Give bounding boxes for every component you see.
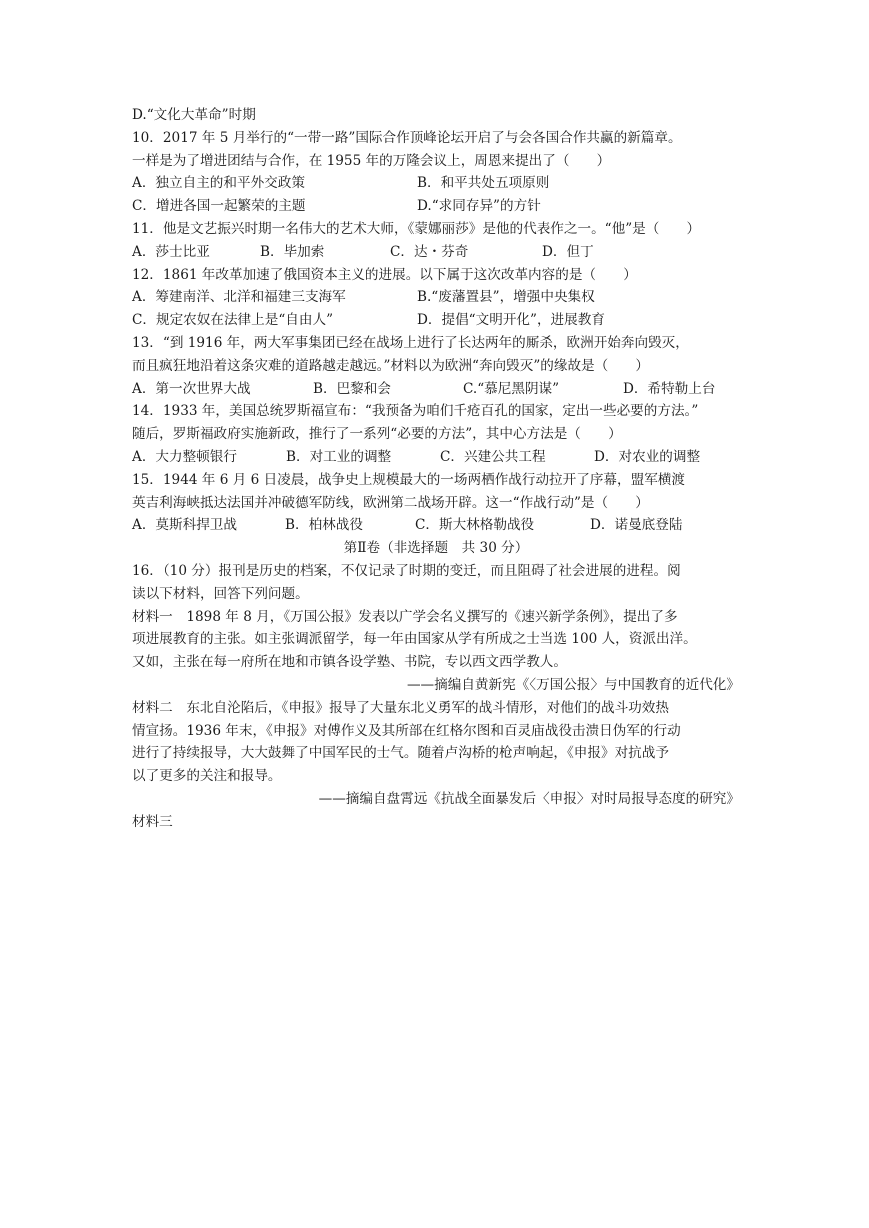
option-b: B.“废藩置县”，增强中央集权 — [417, 289, 595, 306]
material-1-line: 材料一 1898 年 8 月，《万国公报》发表以广学会名义撰写的《速兴新学条例》，提出了多 — [132, 608, 678, 625]
question-12-options-row1 — [132, 286, 740, 309]
option-d: D．但丁 — [542, 243, 594, 260]
option-b: B．和平共处五项原则 — [417, 175, 550, 192]
option-d: D.“求同存异”的方针 — [417, 198, 541, 215]
material-2-source: ——摘编自盘霄远《抗战全面暴发后〈申报〉对时局报导态度的研究》 — [318, 790, 740, 807]
option-b: B．毕加索 — [260, 243, 325, 260]
question-15-text: 15．1944 年 6 月 6 日凌晨，战争史上规模最大的一场两栖作战行动拉开了序幕，盟军横渡 — [132, 471, 685, 488]
question-12-options-row2 — [132, 309, 740, 332]
material-1-source: ——摘编自黄新宪《〈万国公报〉与中国教育的近代化》 — [406, 676, 740, 693]
question-15-text-cont: 英吉利海峡抵达法国并冲破德军防线，欧洲第二战场开辟。这一“作战行动”是（ ） — [132, 494, 649, 511]
option-d: D．诺曼底登陆 — [590, 517, 683, 534]
option-c: C.“慕尼黑阴谋” — [463, 380, 560, 397]
question-10-options-row1 — [132, 172, 740, 195]
question-13-text-cont: 而且疯狂地沿着这条灾难的道路越走越远。”材料以为欧洲“奔向毁灭”的缘故是（ ） — [132, 357, 650, 374]
question-14-options — [132, 446, 740, 469]
option-line: D.“文化大革命”时期 — [132, 107, 256, 123]
question-13-options — [132, 378, 740, 401]
option-a: A．莫斯科捍卫战 — [132, 517, 237, 534]
option-c: C．达・芬奇 — [390, 243, 469, 260]
option-b: B．巴黎和会 — [313, 380, 391, 397]
option-a: A．筹建南洋、北洋和福建三支海军 — [132, 289, 346, 306]
question-16-text-cont: 读以下材料，回答下列问题。 — [132, 585, 309, 602]
question-12-text: 12．1861 年改革加速了俄国资本主义的进展。以下属于这次改革内容的是（ ） — [132, 266, 637, 283]
question-11-options — [132, 241, 740, 264]
material-1-line: 又如，主张在每一府所在地和市镇各设学塾、书院，专以西文西学教人。 — [132, 654, 567, 671]
option-d: D．提倡“文明开化”，进展教育 — [417, 312, 605, 329]
option-a: A．大力整顿银行 — [132, 448, 237, 465]
option-a: A．第一次世界大战 — [132, 380, 251, 397]
question-11-text: 11．他是文艺振兴时期一名伟大的艺术大师，《蒙娜丽莎》是他的代表作之一。“他”是（ ） — [132, 220, 701, 237]
option-c: C．增进各国一起繁荣的主题 — [132, 198, 306, 215]
option-b: B．对工业的调整 — [286, 448, 392, 465]
section-heading: 第Ⅱ卷（非选择题 共 30 分） — [343, 540, 529, 557]
material-1-line: 项进展教育的主张。如主张调派留学，每一年由国家从学有所成之士当选 100 人，资派出洋。 — [132, 631, 697, 648]
question-10-text: 10．2017 年 5 月举行的“一带一路”国际合作顶峰论坛开启了与会各国合作共赢的新篇章。 — [132, 129, 682, 146]
option-b: B．柏林战役 — [285, 517, 363, 534]
option-d: D．对农业的调整 — [594, 448, 701, 465]
material-3-label: 材料三 — [132, 813, 173, 830]
option-d: D．希特勒上台 — [623, 380, 716, 397]
material-2-line: 以了更多的关注和报导。 — [132, 768, 282, 785]
option-a: A．独立自主的和平外交政策 — [132, 175, 305, 192]
option-c: C．兴建公共工程 — [440, 448, 546, 465]
material-2-line: 材料二 东北自沦陷后，《申报》报导了大量东北义勇军的战斗情形，对他们的战斗功效热 — [132, 699, 669, 716]
question-14-text: 14．1933 年，美国总统罗斯福宣布：“我预备为咱们千疮百孔的国家，定出一些必要的方法。” — [132, 403, 699, 420]
option-c: C．规定农奴在法律上是“自由人” — [132, 312, 334, 329]
question-10-text-cont: 一样是为了增进团结与合作，在 1955 年的万隆会议上，周恩来提出了（ ） — [132, 152, 611, 169]
question-16-text: 16．（10 分）报刊是历史的档案，不仅记录了时期的变迁，而且阻碍了社会进展的进程。阅 — [132, 562, 681, 579]
option-c: C．斯大林格勒战役 — [415, 517, 535, 534]
question-10-options-row2 — [132, 195, 740, 218]
option-a: A．莎士比亚 — [132, 243, 210, 260]
question-14-text-cont: 随后，罗斯福政府实施新政，推行了一系列“必要的方法”，其中心方法是（ ） — [132, 426, 622, 443]
question-15-options — [132, 514, 740, 537]
material-2-line: 进行了持续报导，大大鼓舞了中国军民的士气。随着卢沟桥的枪声响起，《申报》对抗战予 — [132, 745, 669, 762]
exam-page — [132, 104, 740, 834]
question-13-text: 13．“到 1916 年，两大军事集团已经在战场上进行了长达两年的厮杀，欧洲开始奔向毁灭， — [132, 334, 689, 351]
material-2-line: 情宣扬。1936 年末，《申报》对傅作义及其所部在红格尔图和百灵庙战役击溃日伪军的行动 — [132, 722, 681, 739]
